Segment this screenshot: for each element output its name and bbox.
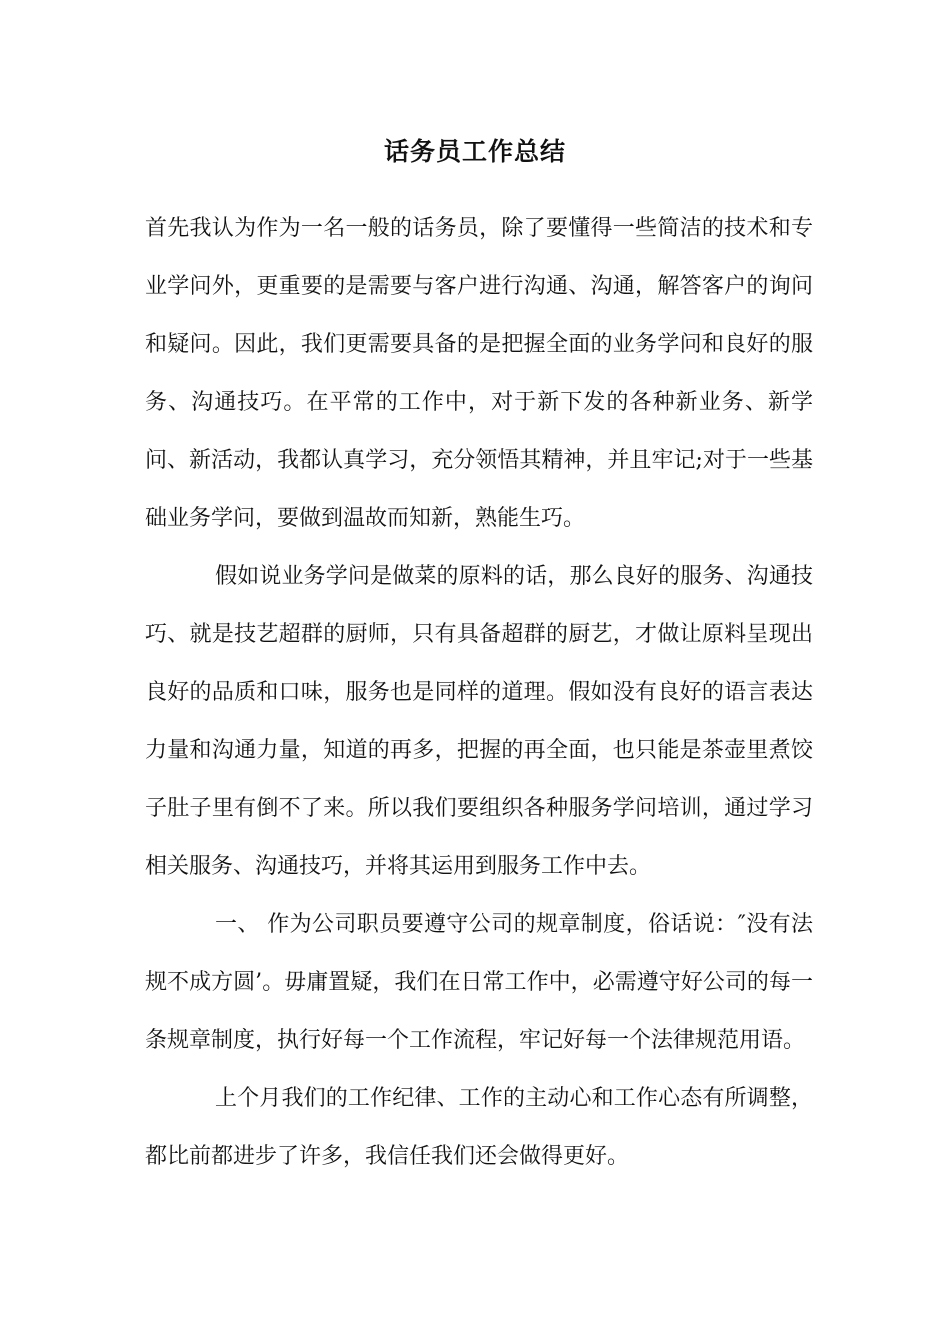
document-body (145, 200, 813, 1186)
paragraph-2: 假如说业务学问是做菜的原料的话，那么良好的服务、沟通技巧、就是技艺超群的厨师，只有具备超群的厨艺，才做让原料呈现出良好的品质和口味，服务也是同样的道理。假如没有良好的语言表达力量和沟通力量，知道的再多，把握的再全面，也只能是茶壶里煮饺子肚子里有倒不了来。所以我们要组织各种服务学问培训，通过学习相关服务、沟通技巧，并将其运用到服务工作中去。 (145, 564, 813, 879)
document-title: 话务员工作总结 (383, 137, 566, 166)
paragraph-4: 上个月我们的工作纪律、工作的主动心和工作心态有所调整，都比前都进步了许多，我信任我们还会做得更好。 (145, 1086, 813, 1169)
paragraph-3: 一、 作为公司职员要遵守公司的规章制度，俗话说：″没有法规不成方圆’。毋庸置疑，我们在日常工作中，必需遵守好公司的每一条规章制度，执行好每一个工作流程，牢记好每一个法律规范用语。 (145, 912, 813, 1053)
paragraph-1: 首先我认为作为一名一般的话务员，除了要懂得一些简洁的技术和专业学问外，更重要的是需要与客户进行沟通、沟通，解答客户的询问和疑问。因此，我们更需要具备的是把握全面的业务学问和良好的服务、沟通技巧。在平常的工作中，对于新下发的各种新业务、新学问、新活动，我都认真学习，充分领悟其精神，并且牢记;对于一些基础业务学问，要做到温故而知新，熟能生巧。 (145, 216, 813, 531)
